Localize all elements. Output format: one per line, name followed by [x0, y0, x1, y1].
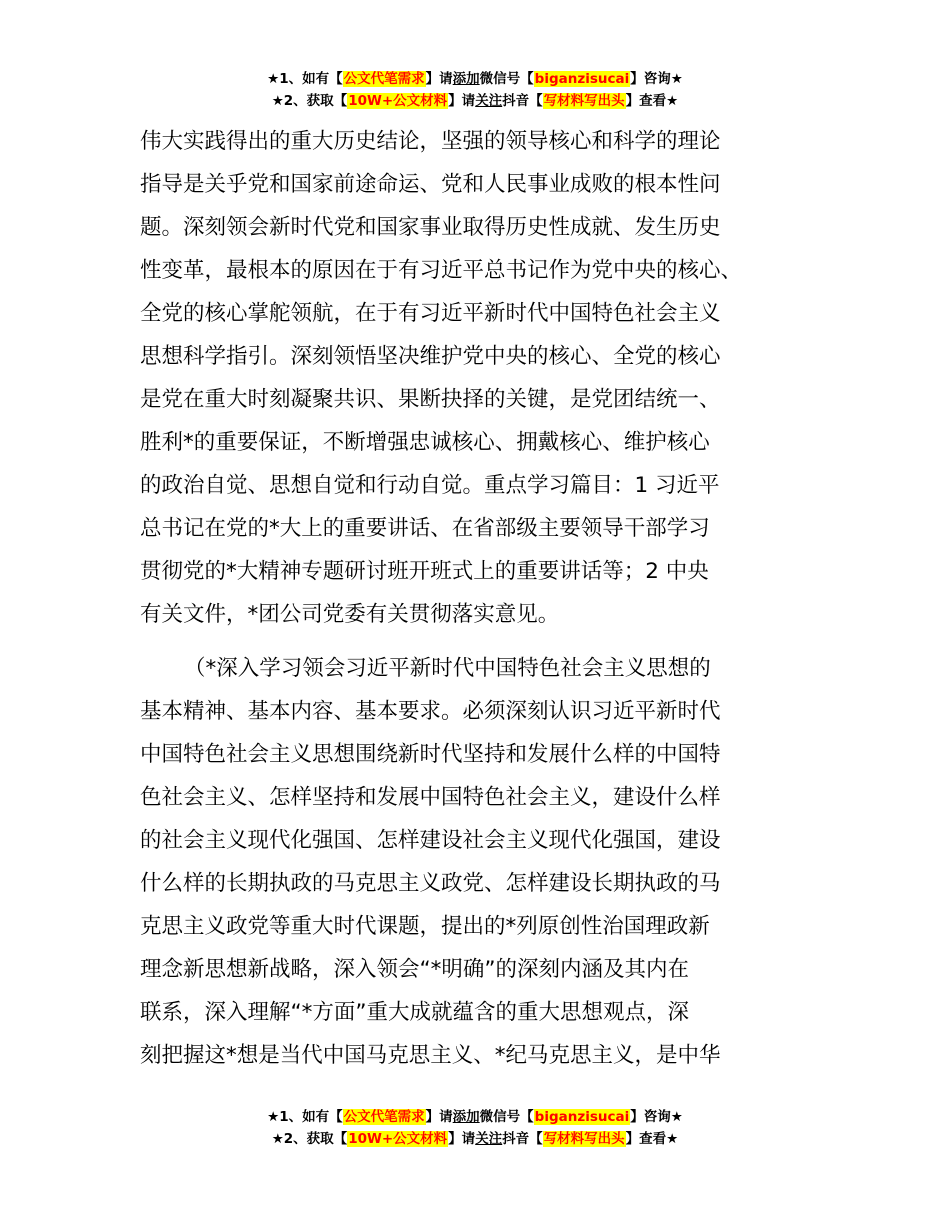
text-line: 有关文件，*团公司党委有关贯彻落实意见。	[140, 602, 560, 627]
footer-banner	[0, 1106, 950, 1150]
banner-line-1	[0, 1106, 950, 1128]
banner-text: ★2、获取【	[271, 1131, 348, 1147]
text-line: 克思主义政党等重大时代课题，提出的*列原创性治国理政新	[140, 914, 710, 939]
underlined-text: 添加	[452, 1109, 480, 1125]
highlight-douyin-account: 写材料写出头	[543, 93, 625, 109]
text-line: 什么样的长期执政的马克思主义政党、怎样建设长期执政的马	[140, 871, 721, 896]
banner-line-2	[0, 1128, 950, 1150]
text-line: 思想科学指引。深刻领悟坚决维护党中央的核心、全党的核心	[140, 344, 721, 369]
highlight-materials: 10W+公文材料	[348, 1131, 448, 1147]
text-line: 色社会主义、怎样坚持和发展中国特色社会主义，建设什么样	[140, 785, 721, 810]
highlight-service: 公文代笔需求	[343, 1109, 425, 1125]
highlight-materials: 10W+公文材料	[348, 93, 448, 109]
paragraph-2	[140, 647, 812, 1077]
banner-text: 】请	[448, 93, 476, 109]
banner-text: 抖音【	[502, 93, 543, 109]
text-line: 刻把握这*想是当代中国马克思主义、*纪马克思主义，是中华	[140, 1043, 721, 1068]
text-line: 是党在重大时刻凝聚共识、果断抉择的关键，是党团结统一、	[140, 387, 721, 412]
banner-line-1	[0, 68, 950, 90]
highlight-wechat-id: biganzisucai	[534, 71, 630, 87]
underlined-text: 添加	[452, 71, 480, 87]
banner-text: 】查看★	[625, 93, 679, 109]
banner-text: 】请	[425, 71, 453, 87]
text-line: 指导是关乎党和国家前途命运、党和人民事业成败的根本性问	[140, 172, 721, 197]
text-line: 的社会主义现代化强国、怎样建设社会主义现代化强国，建设	[140, 828, 721, 853]
text-line: 理念新思想新战略，深入领会“*明确”的深刻内涵及其内在	[140, 957, 690, 982]
banner-line-2	[0, 90, 950, 112]
text-line: 中国特色社会主义思想围绕新时代坚持和发展什么样的中国特	[140, 742, 721, 767]
banner-text: 微信号【	[479, 71, 534, 87]
text-line: 联系，深入理解“*方面”重大成就蕴含的重大思想观点，深	[140, 1000, 690, 1025]
banner-text: 抖音【	[502, 1131, 543, 1147]
header-banner	[0, 68, 950, 112]
banner-text: ★1、如有【	[267, 71, 343, 87]
banner-text: 】咨询★	[630, 71, 683, 87]
text-line: 全党的核心掌舵领航，在于有习近平新时代中国特色社会主义	[140, 301, 721, 326]
underlined-text: 关注	[475, 1131, 503, 1147]
document-body	[140, 120, 812, 1077]
banner-text: 微信号【	[479, 1109, 534, 1125]
banner-text: 】查看★	[625, 1131, 679, 1147]
text-line: 题。深刻领会新时代党和国家事业取得历史性成就、发生历史	[140, 215, 721, 240]
text-line: 的政治自觉、思想自觉和行动自觉。重点学习篇目：1 习近平	[140, 473, 720, 498]
text-line: 基本精神、基本内容、基本要求。必须深刻认识习近平新时代	[140, 699, 721, 724]
text-line: 性变革，最根本的原因在于有习近平总书记作为党中央的核心、	[140, 258, 743, 283]
text-line: 总书记在党的*大上的重要讲话、在省部级主要领导干部学习	[140, 516, 710, 541]
text-line: 伟大实践得出的重大历史结论，坚强的领导核心和科学的理论	[140, 129, 721, 154]
paragraph-1	[140, 120, 812, 636]
highlight-wechat-id: biganzisucai	[534, 1109, 630, 1125]
banner-text: ★1、如有【	[267, 1109, 343, 1125]
text-line: 胜利*的重要保证，不断增强忠诚核心、拥戴核心、维护核心	[140, 430, 710, 455]
banner-text: 】请	[425, 1109, 453, 1125]
underlined-text: 关注	[475, 93, 503, 109]
banner-text: 】咨询★	[630, 1109, 683, 1125]
banner-text: 】请	[448, 1131, 476, 1147]
text-line: 贯彻党的*大精神专题研讨班开班式上的重要讲话等；2 中央	[140, 559, 709, 584]
highlight-douyin-account: 写材料写出头	[543, 1131, 625, 1147]
text-line: （*深入学习领会习近平新时代中国特色社会主义思想的	[184, 656, 711, 681]
highlight-service: 公文代笔需求	[343, 71, 425, 87]
banner-text: ★2、获取【	[271, 93, 348, 109]
